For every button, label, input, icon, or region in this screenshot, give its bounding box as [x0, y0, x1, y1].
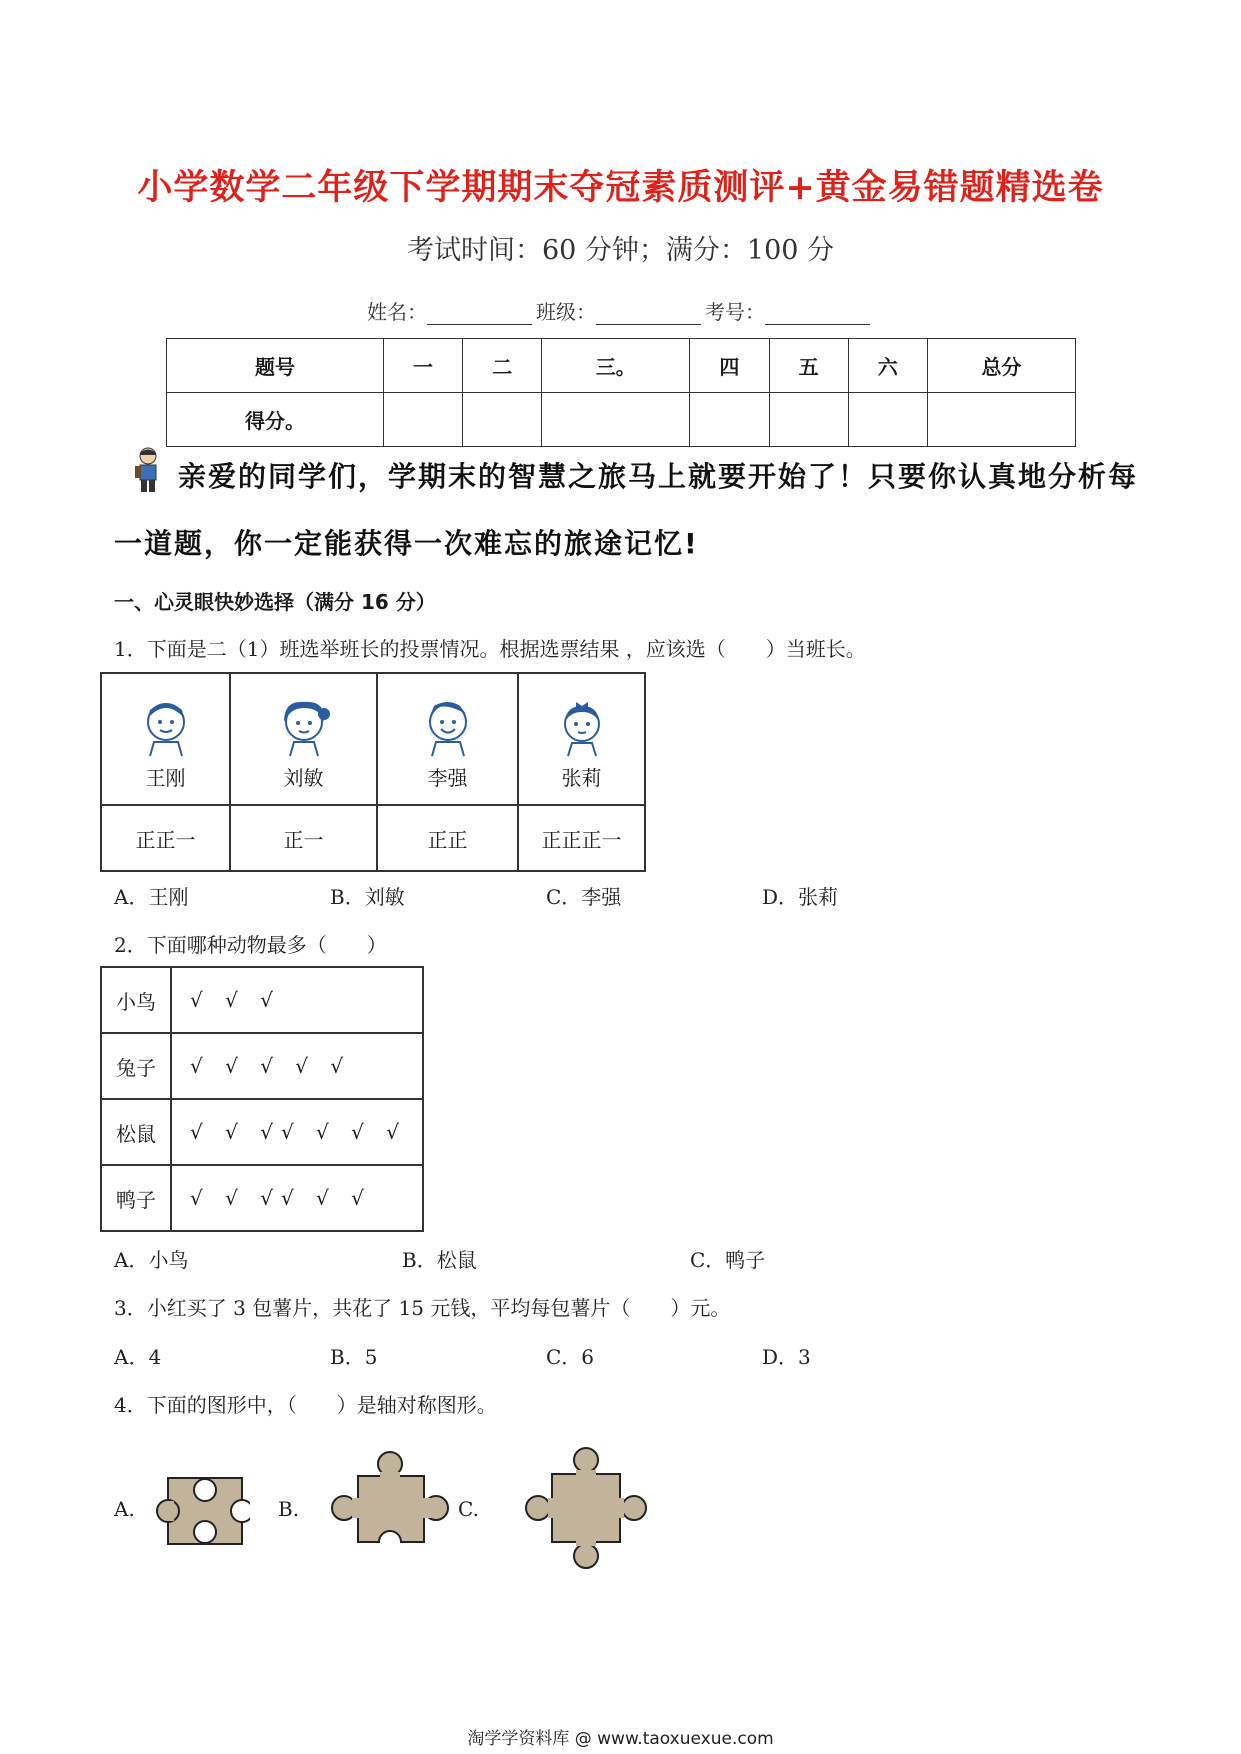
greeting-line-1: 亲爱的同学们，学期末的智慧之旅马上就要开始了！只要你认真地分析每: [178, 460, 1139, 493]
score-cell[interactable]: [542, 393, 690, 447]
boy-face-icon: [138, 696, 194, 758]
animal-row: [101, 1099, 423, 1165]
q3-option-b[interactable]: B．5: [330, 1345, 378, 1369]
candidate-cell: [101, 673, 230, 805]
girl-face-icon: [276, 696, 332, 758]
tally-cell: 正一: [230, 805, 377, 871]
puzzle-piece-b[interactable]: [326, 1448, 454, 1560]
q1-option-a[interactable]: A．王刚: [114, 885, 189, 909]
score-header-cell: 三。: [542, 339, 690, 393]
animal-table: [100, 966, 424, 1232]
girl-face-icon: [554, 696, 610, 758]
tally-cell: 正正一: [101, 805, 230, 871]
score-table-score-row: [167, 393, 1076, 447]
class-field[interactable]: [596, 304, 701, 325]
score-header-cell: 总分: [927, 339, 1075, 393]
greeting-line-2: 一道题，你一定能获得一次难忘的旅途记忆!: [114, 527, 699, 560]
tally-cell: 正正正一: [518, 805, 645, 871]
score-table: [166, 338, 1076, 447]
name-field[interactable]: [427, 304, 532, 325]
q2-option-a[interactable]: A．小鸟: [114, 1248, 189, 1272]
animal-name: 小鸟: [101, 967, 171, 1033]
q1-option-c[interactable]: C．李强: [546, 885, 622, 909]
q4-option-b[interactable]: B.: [278, 1497, 300, 1521]
q4-option-a[interactable]: A.: [114, 1497, 135, 1521]
candidate-cell: [377, 673, 518, 805]
id-field[interactable]: [765, 304, 870, 325]
q3-option-c[interactable]: C．6: [546, 1345, 595, 1369]
q4-option-c[interactable]: C.: [458, 1497, 479, 1521]
question-1-text: 1．下面是二（1）班选举班长的投票情况。根据选票结果 ，应该选（ ）当班长。: [114, 637, 866, 661]
puzzle-piece-a[interactable]: [150, 1470, 250, 1550]
class-label: 班级：: [536, 300, 596, 324]
score-header-cell: 一: [383, 339, 462, 393]
score-cell[interactable]: [927, 393, 1075, 447]
candidate-name: 张莉: [561, 765, 602, 790]
animal-row: [101, 1033, 423, 1099]
animal-marks: √ √ √√ √ √: [171, 1165, 423, 1231]
candidate-cell: [230, 673, 377, 805]
score-table-header-row: [167, 339, 1076, 393]
q1-option-b[interactable]: B．刘敏: [330, 885, 405, 909]
vote-table: [100, 672, 646, 872]
q3-option-a[interactable]: A．4: [114, 1345, 162, 1369]
candidate-name: 刘敏: [283, 765, 324, 790]
student-info-line: [0, 296, 1241, 325]
question-3-text: 3．小红买了 3 包薯片，共花了 15 元钱，平均每包薯片（ ）元。: [114, 1296, 731, 1320]
vote-tallies-row: [101, 805, 645, 871]
q2-option-b[interactable]: B．松鼠: [402, 1248, 477, 1272]
candidate-name: 李强: [427, 765, 468, 790]
score-header-cell: 四: [690, 339, 769, 393]
vote-names-row: [101, 673, 645, 805]
candidate-cell: [518, 673, 645, 805]
question-4-text: 4．下面的图形中，（ ）是轴对称图形。: [114, 1393, 497, 1417]
q3-option-d[interactable]: D．3: [762, 1345, 811, 1369]
q2-option-c[interactable]: C．鸭子: [690, 1248, 766, 1272]
puzzle-piece-c[interactable]: [520, 1444, 652, 1570]
animal-name: 鸭子: [101, 1165, 171, 1231]
animal-name: 松鼠: [101, 1099, 171, 1165]
id-label: 考号：: [705, 300, 765, 324]
page-title: 小学数学二年级下学期期末夺冠素质测评+黄金易错题精选卷: [137, 167, 1104, 208]
footer-watermark: 淘学学资料库 @ www.taoxuexue.com: [467, 1729, 774, 1749]
score-cell[interactable]: [848, 393, 927, 447]
candidate-name: 王刚: [145, 765, 186, 790]
animal-row: [101, 967, 423, 1033]
section-title: 一、心灵眼快妙选择（满分 16 分）: [114, 590, 436, 614]
animal-marks: √ √ √ √ √: [171, 1033, 423, 1099]
score-header-cell: 六: [848, 339, 927, 393]
name-label: 姓名：: [367, 300, 427, 324]
score-header-cell: 二: [463, 339, 542, 393]
animal-name: 兔子: [101, 1033, 171, 1099]
animal-marks: √ √ √: [171, 967, 423, 1033]
score-cell[interactable]: [383, 393, 462, 447]
boy-face-icon: [420, 696, 476, 758]
score-cell[interactable]: [690, 393, 769, 447]
score-cell[interactable]: [463, 393, 542, 447]
tally-cell: 正正: [377, 805, 518, 871]
score-header-cell: 题号: [167, 339, 384, 393]
q1-option-d[interactable]: D．张莉: [762, 885, 839, 909]
score-cell[interactable]: [769, 393, 848, 447]
animal-row: [101, 1165, 423, 1231]
score-header-cell: 五: [769, 339, 848, 393]
student-icon: [131, 446, 165, 496]
question-2-text: 2．下面哪种动物最多（ ）: [114, 933, 387, 957]
animal-marks: √ √ √√ √ √ √: [171, 1099, 423, 1165]
exam-info: 考试时间：60 分钟；满分：100 分: [406, 235, 835, 266]
score-row-label: 得分。: [167, 393, 384, 447]
